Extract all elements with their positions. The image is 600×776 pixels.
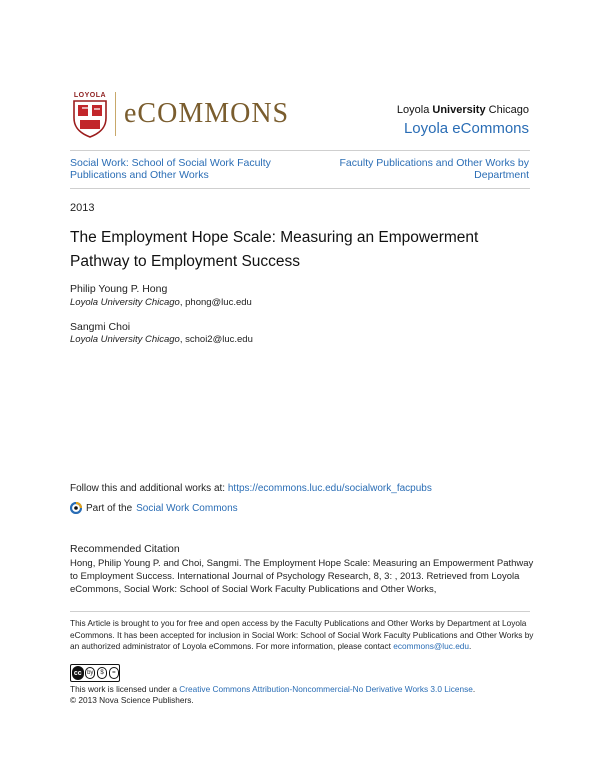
creative-commons-badge[interactable] [70,664,120,682]
license-link[interactable]: Creative Commons Attribution-Noncommercial-No Derivative Works 3.0 License [179,684,473,694]
nd-icon: = [109,667,119,679]
contact-email-link[interactable]: ecommons@luc.edu [393,641,470,651]
citation-text: Hong, Philip Young P. and Choi, Sangmi. The Employment Hope Scale: Measuring an Empowerment Pathway to Employment Success. International Journal of Psychology Research, 8, 3: , 2013. Retrieved from Loyola eCommons, Social Work: School of Social Work Faculty Publications and Other Works, [70,558,534,595]
publication-year: 2013 [70,202,95,214]
network-icon [70,502,82,514]
access-statement [70,618,540,653]
affiliation-text: Loyola University Chicago [70,297,180,308]
divider [70,611,530,612]
author-affiliation: Loyola University Chicago, phong@luc.edu [70,297,252,308]
seal-word: LOYOLA [73,92,107,99]
author-email: schoi2@luc.edu [185,334,253,345]
affiliation-text: Loyola University Chicago [70,334,180,345]
institution-part: Loyola [396,104,433,116]
breadcrumb-collection-link[interactable]: Social Work: School of Social Work Faculty Publications and Other Works [70,157,271,181]
author-name: Sangmi Choi [70,321,131,333]
social-work-commons-link[interactable]: Social Work Commons [136,502,238,514]
license-line [70,684,475,694]
breadcrumb-department-link[interactable]: Faculty Publications and Other Works by Department [339,157,529,181]
author-affiliation: Loyola University Chicago, schoi2@luc.edu [70,334,253,345]
article-title: The Employment Hope Scale: Measuring an Empowerment Pathway to Employment Success [70,229,479,270]
follow-text: Follow this and additional works at: [70,483,228,494]
part-of-text: Part of the [86,502,133,514]
author-email: phong@luc.edu [185,297,252,308]
ecommons-wordmark: eCOMMONS [124,98,290,129]
divider [70,150,530,151]
institution-part: Chicago [485,104,529,116]
follow-line [70,483,432,494]
license-end: . [472,684,476,694]
nc-icon: $ [97,667,107,679]
loyola-seal-logo [70,92,110,138]
access-end: . [469,641,472,651]
repository-link[interactable]: Loyola eCommons [403,120,529,137]
license-text: This work is licensed under a [70,684,180,694]
part-of-line [70,502,238,514]
author-name: Philip Young P. Hong [70,283,168,295]
institution-name [397,104,529,116]
header-divider [115,92,116,136]
divider [70,188,530,189]
cc-icon: cc [72,666,84,680]
collection-url-link[interactable]: https://ecommons.luc.edu/socialwork_facpubs [227,483,432,494]
copyright-notice: © 2013 Nova Science Publishers. [70,695,194,705]
institution-bold: University [432,104,486,116]
citation-heading: Recommended Citation [70,543,180,555]
by-icon: by [85,667,95,679]
access-text: This Article is brought to you for free and open access by the Faculty Publications and Other Works by Department at Loyola eCommons. It has been accepted for inclusion in Social Work: School of Social Work Faculty Publications and Other Works by an authorized administrator of Loyola eCommons. For more information, please contact [70,618,534,651]
